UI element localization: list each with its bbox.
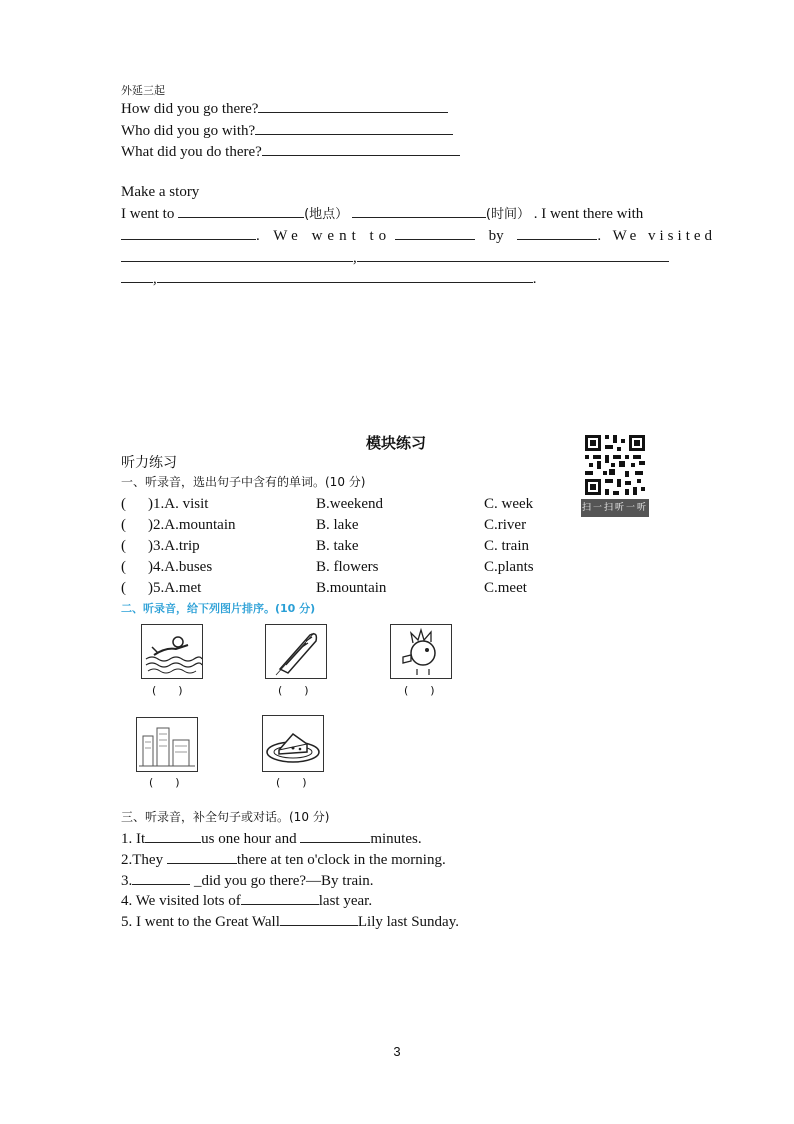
city-picture xyxy=(136,717,198,772)
extension-question-1: How did you go there? xyxy=(121,98,448,119)
eating-boy-icon xyxy=(391,625,451,678)
time-blank[interactable] xyxy=(352,203,486,218)
order-blank[interactable]: ( ) xyxy=(276,776,307,789)
section1-heading: 一、听录音，选出句子中含有的单词。(10 分) xyxy=(121,475,366,489)
section2-heading: 二、听录音，给下列图片排序。(10 分) xyxy=(121,602,316,615)
order-blank[interactable]: ( ) xyxy=(278,684,309,697)
order-blank[interactable]: ( ) xyxy=(152,684,183,697)
section3-heading: 三、听录音，补全句子或对话。(10 分) xyxy=(121,810,330,824)
order-blank[interactable]: ( ) xyxy=(149,776,180,789)
qr-label: 扫一扫听一听 xyxy=(581,499,649,517)
destination-blank[interactable] xyxy=(395,225,475,240)
extension-question-2: Who did you go with? xyxy=(121,120,453,141)
answer-blank[interactable] xyxy=(167,849,237,864)
train-icon xyxy=(266,625,326,678)
module-title: 模块练习 xyxy=(366,434,427,452)
story-line-3: , xyxy=(121,247,669,268)
fill-sentence-2: 2.They there at ten o'clock in the morning. xyxy=(121,849,446,870)
visited-blank-1[interactable] xyxy=(121,247,353,262)
answer-blank[interactable] xyxy=(262,141,460,156)
option-c[interactable]: C. train xyxy=(484,538,529,554)
story-line-4: , . xyxy=(121,268,537,289)
option-c[interactable]: C.meet xyxy=(484,580,527,596)
worksheet-page: 外延三起 How did you go there? Who did you go with? What did you do there? Make a story I went to (地点） (时间） . I went there with . We went to by . We visited , , . 模块练习 扫一扫听一听 听力练习 一、听录音，选出句子中含有的单词。(10 分) ( )1.A. visit B.weekend C. week ( )2.A.mountain B. lake C.river ( )3.A.trip B. take C. train ( )4.A.buses B. flowers C.plants ( )5.A.met B.mountain C.meet 二、听录音，给下列图片排序。(10 分) ( ) ( ) ( ) ( ) ( ) 三、听录音，补全句子或对话。(10 分) 1. It us one hour and minutes. 2.They there at ten o'clock in the morning. 3. _did you go there?—By train. 4. We visited lots of last year. 5. I went to the Great Wall Lily last Sunday. 3 xyxy=(0,0,794,1124)
option-b[interactable]: B. take xyxy=(316,538,359,554)
option-b[interactable]: B. flowers xyxy=(316,559,379,575)
page-number: 3 xyxy=(393,1044,401,1059)
order-blank[interactable]: ( ) xyxy=(404,684,435,697)
option-c[interactable]: C.river xyxy=(484,517,527,533)
fill-sentence-4: 4. We visited lots of last year. xyxy=(121,890,372,911)
visited-blank-3[interactable] xyxy=(121,268,153,283)
extension-question-3: What did you do there? xyxy=(121,141,460,162)
swimming-picture xyxy=(141,624,203,679)
train-picture xyxy=(265,624,327,679)
transport-blank[interactable] xyxy=(517,225,597,240)
option-c[interactable]: C. week xyxy=(484,496,534,512)
fill-sentence-1: 1. It us one hour and minutes. xyxy=(121,828,422,849)
eating-boy-picture xyxy=(390,624,452,679)
option-b[interactable]: B.mountain xyxy=(316,580,387,596)
option-b[interactable]: B.weekend xyxy=(316,496,384,512)
cake-picture xyxy=(262,715,324,772)
city-icon xyxy=(137,718,197,771)
qr-code[interactable] xyxy=(581,431,649,517)
answer-blank[interactable] xyxy=(241,890,319,905)
story-line-1: I went to (地点） (时间） . I went there with xyxy=(121,203,643,225)
visited-blank-4[interactable] xyxy=(157,268,533,283)
story-heading: Make a story xyxy=(121,184,200,200)
companion-blank[interactable] xyxy=(121,225,256,240)
answer-blank[interactable] xyxy=(255,120,453,135)
option-c[interactable]: C.plants xyxy=(484,559,534,575)
answer-blank[interactable] xyxy=(280,911,358,926)
answer-blank[interactable] xyxy=(258,98,448,113)
visited-blank-2[interactable] xyxy=(357,247,669,262)
swimming-icon xyxy=(142,625,202,678)
story-line-2: . We went to by . We visited xyxy=(121,225,716,246)
extension-heading: 外延三起 xyxy=(121,84,165,97)
fill-sentence-3: 3. _did you go there?—By train. xyxy=(121,870,374,891)
answer-blank[interactable] xyxy=(300,828,370,843)
listening-heading: 听力练习 xyxy=(121,455,177,471)
option-b[interactable]: B. lake xyxy=(316,517,359,533)
answer-blank[interactable] xyxy=(132,870,190,885)
answer-blank[interactable] xyxy=(145,828,201,843)
place-blank[interactable] xyxy=(178,203,304,218)
fill-sentence-5: 5. I went to the Great Wall Lily last Sunday. xyxy=(121,911,459,932)
cake-icon xyxy=(263,716,323,771)
qr-code-icon xyxy=(581,431,649,499)
